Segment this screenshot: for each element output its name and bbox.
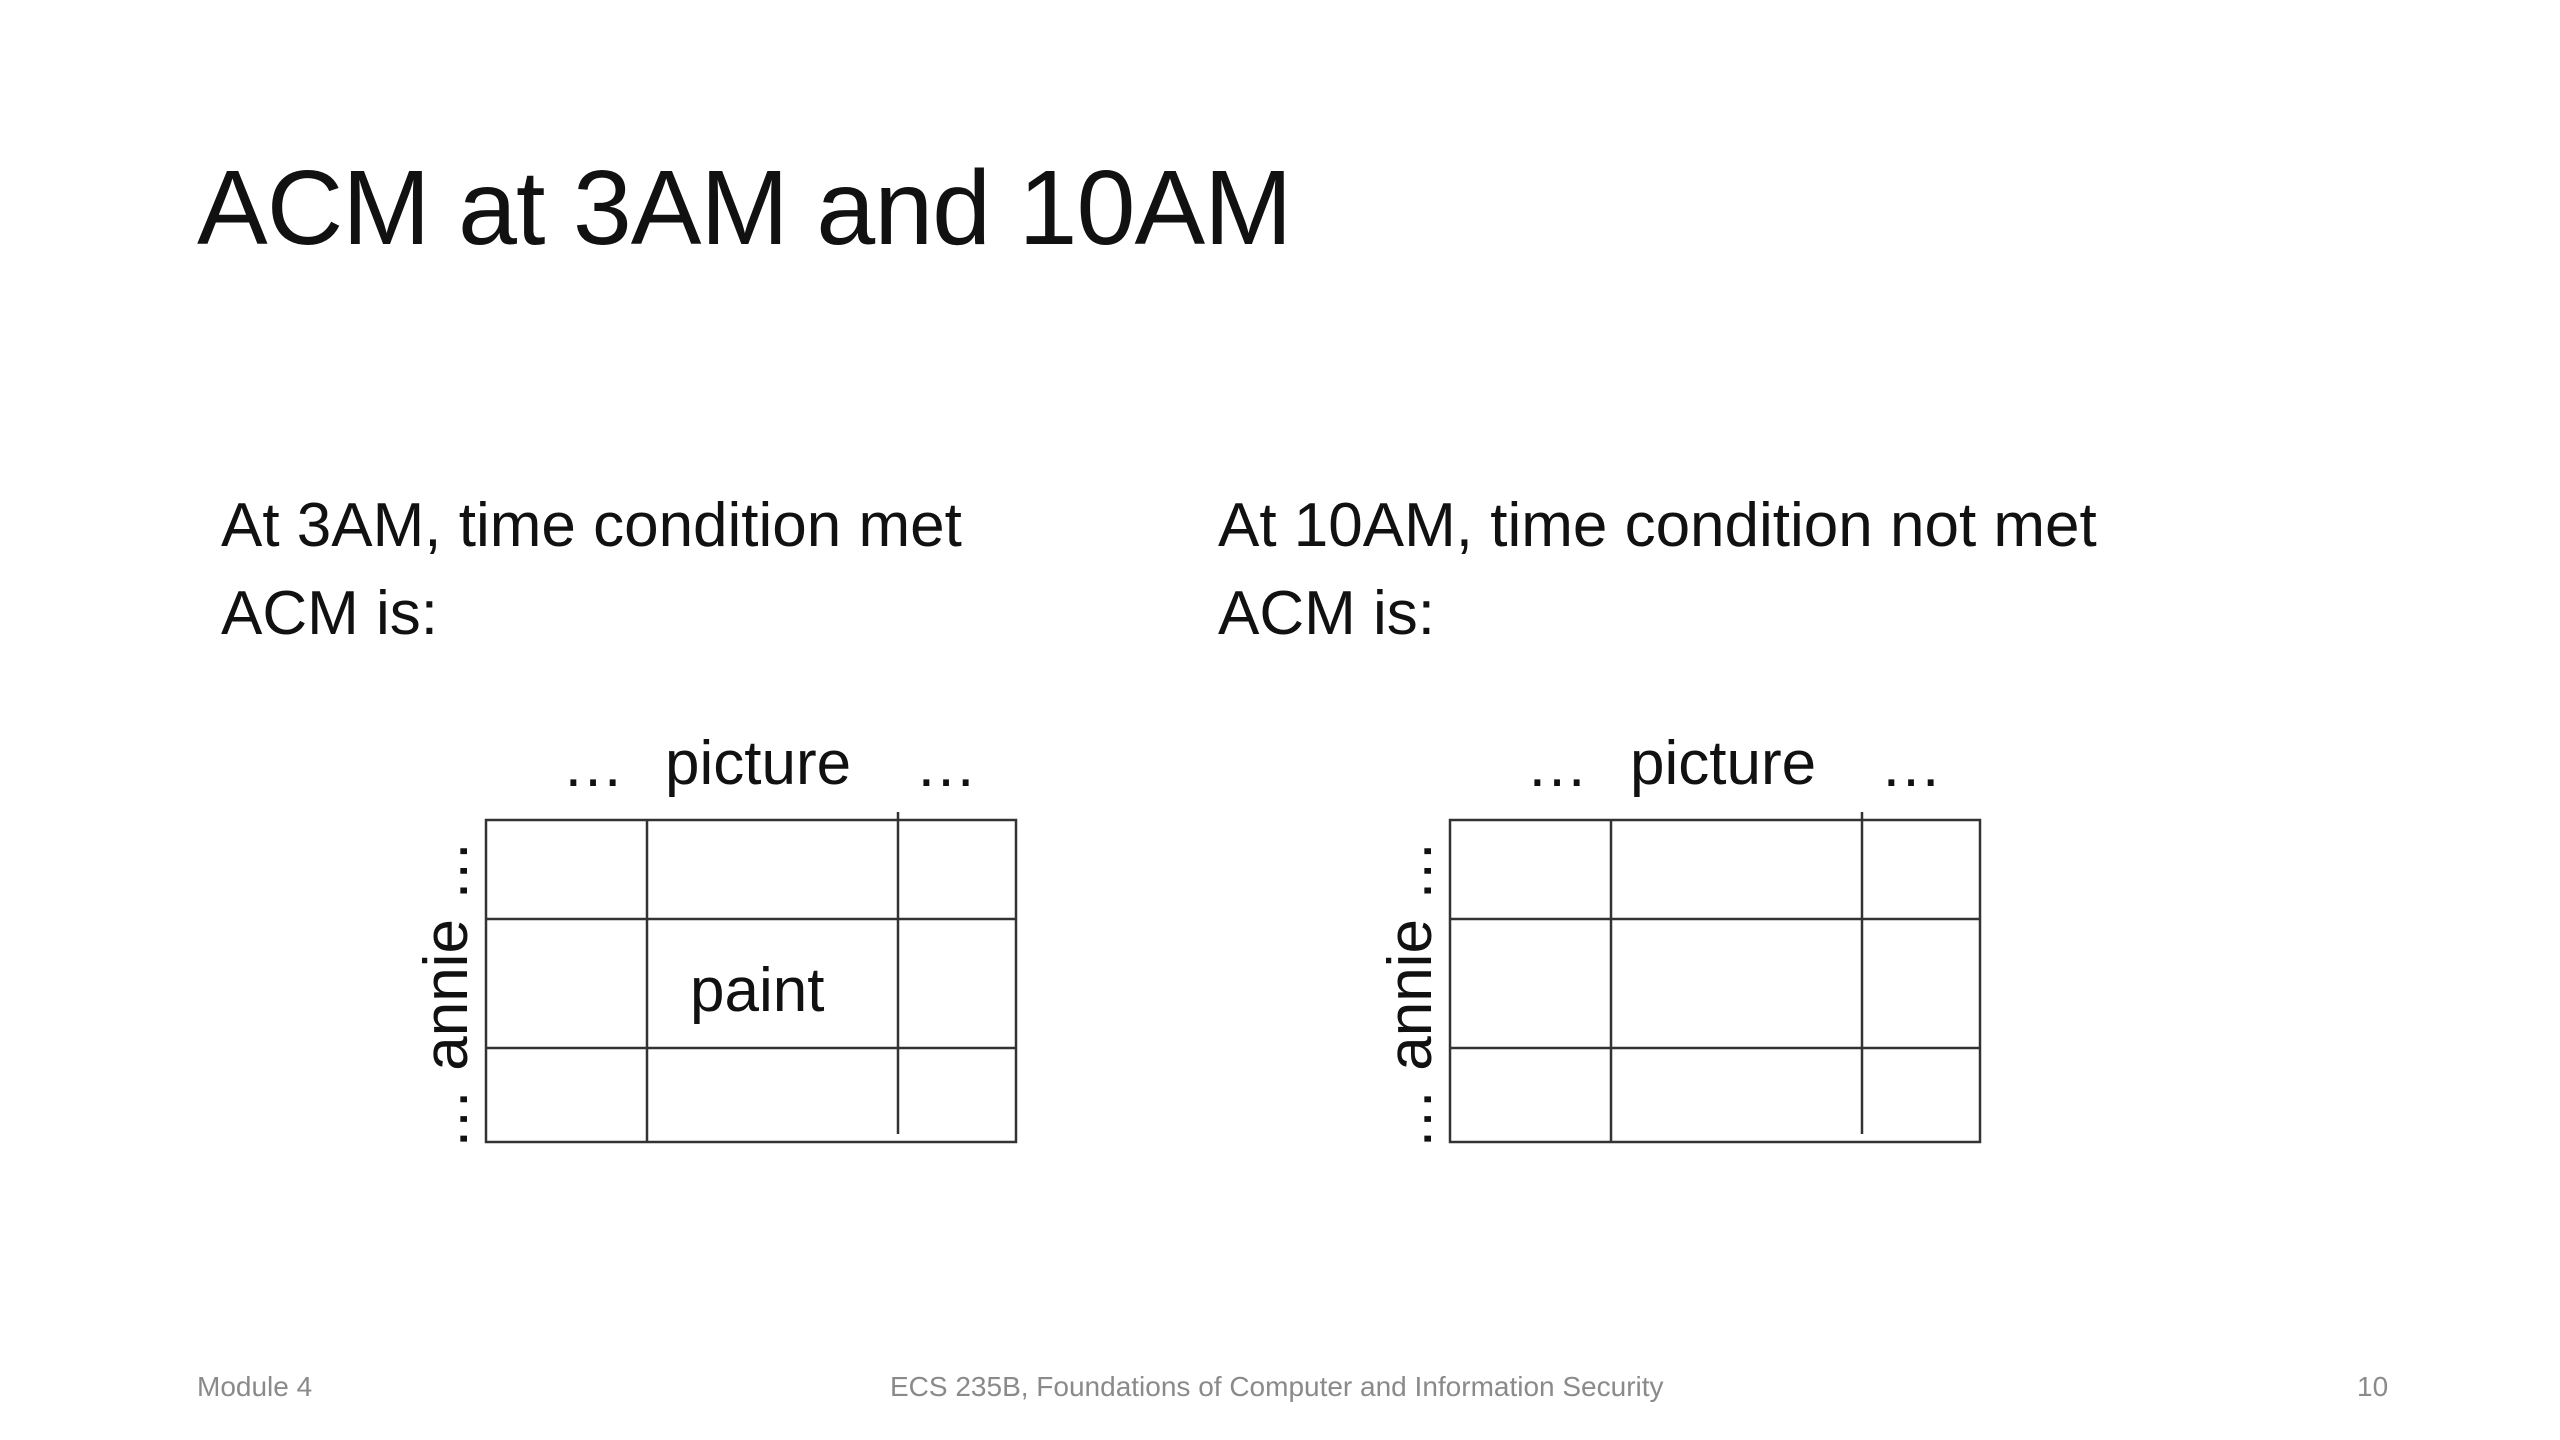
- row-header-annie-10am: … annie …: [1376, 839, 1445, 1150]
- column-ellipsis-before-10am: …: [1526, 731, 1588, 800]
- acm-cell-paint: paint: [690, 956, 825, 1025]
- column-ellipsis-before-3am: …: [562, 731, 624, 800]
- caption-10am-line2: ACM is:: [1218, 579, 1435, 648]
- column-header-picture-3am: picture: [665, 729, 852, 798]
- footer-course: ECS 235B, Foundations of Computer and Information Security: [890, 1371, 1664, 1402]
- footer-page-number: 10: [2357, 1371, 2389, 1402]
- column-ellipsis-after-3am: …: [915, 731, 977, 800]
- caption-3am: [221, 482, 962, 658]
- column-header-picture-10am: picture: [1630, 729, 1817, 798]
- row-header-annie-3am: … annie …: [412, 839, 481, 1150]
- footer-module: Module 4: [197, 1371, 313, 1402]
- acm-grid-10am: [1448, 812, 1984, 1152]
- acm-grid-10am-lines: [1448, 812, 1984, 1152]
- slide-title: ACM at 3AM and 10AM: [197, 149, 1292, 267]
- caption-3am-line2: ACM is:: [221, 579, 438, 648]
- caption-10am-line1: At 10AM, time condition not met: [1218, 491, 2097, 560]
- column-ellipsis-after-10am: …: [1880, 731, 1942, 800]
- caption-3am-line1: At 3AM, time condition met: [221, 491, 962, 560]
- caption-10am: [1218, 482, 2097, 658]
